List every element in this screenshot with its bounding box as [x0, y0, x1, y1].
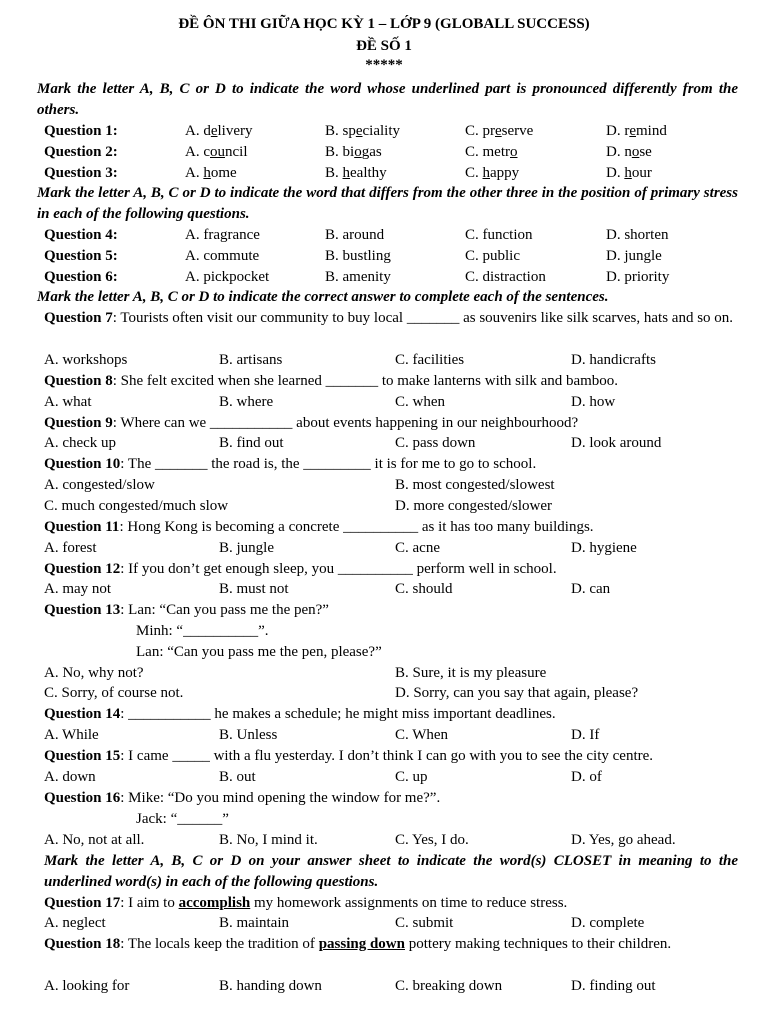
underlined-word: passing down [318, 936, 405, 952]
option-d[interactable]: D. finding out [571, 978, 656, 994]
option-d[interactable]: D. priority [606, 269, 670, 285]
option-a[interactable]: A. No, not at all. [44, 832, 145, 848]
option-b[interactable]: B. artisans [219, 352, 283, 368]
option-d[interactable]: D. look around [571, 435, 662, 451]
option-b[interactable]: B. most congested/slowest [395, 477, 555, 493]
question-8 [44, 371, 618, 391]
option-a[interactable]: A. down [44, 769, 96, 785]
question-label: Question 13 [44, 602, 121, 618]
question-13 [44, 600, 329, 620]
question-text: pottery making techniques to their children. [404, 936, 672, 952]
dialogue-line: Jack: “______” [136, 811, 229, 827]
option-c[interactable]: C. much congested/much slow [44, 498, 229, 514]
question-label: Question 17 [44, 895, 121, 911]
option-a[interactable]: A. fragrance [185, 227, 260, 243]
question-label: Question 1: [44, 123, 118, 139]
option-c[interactable]: C. public [465, 248, 520, 264]
question-text: : Hong Kong is becoming a concrete __________ as it has too many buildings. [119, 519, 594, 535]
option-a[interactable]: A. looking for [44, 978, 130, 994]
option-d[interactable]: D. of [571, 769, 602, 785]
question-17 [44, 893, 567, 913]
underlined-letters: h [482, 165, 491, 181]
option-d[interactable]: D. hygiene [571, 540, 637, 556]
option-a[interactable]: A. council [185, 144, 248, 160]
option-d[interactable]: D. nose [606, 144, 652, 160]
option-c[interactable]: C. preserve [465, 123, 534, 139]
dialogue-line: Lan: “Can you pass me the pen, please?” [136, 644, 382, 660]
option-a[interactable]: A. home [185, 165, 237, 181]
option-c[interactable]: C. up [395, 769, 428, 785]
question-text: : Mike: “Do you mind opening the window for me?”. [120, 790, 441, 806]
option-d[interactable]: D. more congested/slower [395, 498, 553, 514]
option-c[interactable]: C. Yes, I do. [395, 832, 469, 848]
option-b[interactable]: B. No, I mind it. [219, 832, 318, 848]
option-b[interactable]: B. biogas [325, 144, 382, 160]
instruction-complete-sentences: Mark the letter A, B, C or D to indicate the correct answer to complete each of the sentences. [37, 289, 609, 305]
option-b[interactable]: B. speciality [325, 123, 401, 139]
underlined-letters: h [624, 165, 632, 181]
question-label: Question 2: [44, 144, 118, 160]
question-10 [44, 454, 536, 474]
question-15 [44, 746, 653, 766]
option-c[interactable]: C. when [395, 394, 445, 410]
option-d[interactable]: D. jungle [606, 248, 662, 264]
option-b[interactable]: B. amenity [325, 269, 391, 285]
option-b[interactable]: B. bustling [325, 248, 391, 264]
underlined-letters: e [355, 123, 363, 139]
page-subtitle: ĐỀ SỐ 1 [356, 38, 412, 54]
option-a[interactable]: A. commute [185, 248, 260, 264]
option-c[interactable]: C. acne [395, 540, 440, 556]
option-c[interactable]: C. facilities [395, 352, 465, 368]
underlined-letters: e [210, 123, 218, 139]
option-b[interactable]: B. jungle [219, 540, 274, 556]
option-c[interactable]: C. submit [395, 915, 454, 931]
question-text: : The _______ the road is, the _________ it is for me to go to school. [120, 456, 537, 472]
underlined-letters: o [510, 144, 518, 160]
question-18 [44, 934, 738, 955]
option-b[interactable]: B. healthy [325, 165, 387, 181]
underlined-letters: e [629, 123, 636, 139]
question-text: : I came _____ with a flu yesterday. I don’t think I can go with you to see the city centre. [120, 748, 654, 764]
question-label: Question 12 [44, 561, 121, 577]
question-text: : She felt excited when she learned _______ to make lanterns with silk and bamboo. [112, 373, 619, 389]
underlined-letters: h [342, 165, 351, 181]
option-b[interactable]: B. must not [219, 581, 289, 597]
option-a[interactable]: A. check up [44, 435, 117, 451]
option-b[interactable]: B. out [219, 769, 256, 785]
question-label: Question 15 [44, 748, 121, 764]
question-label: Question 10 [44, 456, 121, 472]
underlined-letters: ou [210, 144, 225, 160]
option-d[interactable]: D. how [571, 394, 616, 410]
option-a[interactable]: A. congested/slow [44, 477, 155, 493]
option-a[interactable]: A. may not [44, 581, 112, 597]
question-label: Question 3: [44, 165, 118, 181]
question-text: : Lan: “Can you pass me the pen?” [120, 602, 329, 618]
option-d[interactable]: D. can [571, 581, 611, 597]
question-text: : ___________ he makes a schedule; he might miss important deadlines. [120, 706, 556, 722]
question-label: Question 11 [44, 519, 120, 535]
question-text: : I aim to [120, 895, 179, 911]
option-c[interactable]: C. breaking down [395, 978, 503, 994]
option-c[interactable]: C. happy [465, 165, 520, 181]
question-label: Question 8 [44, 373, 113, 389]
option-c[interactable]: C. pass down [395, 435, 476, 451]
option-c[interactable]: C. metro [465, 144, 518, 160]
option-d[interactable]: D. shorten [606, 227, 669, 243]
option-a[interactable]: A. what [44, 394, 92, 410]
question-text: my homework assignments on time to reduce stress. [250, 895, 568, 911]
option-b[interactable]: B. handing down [219, 978, 322, 994]
option-c[interactable]: C. should [395, 581, 453, 597]
option-a[interactable]: A. pickpocket [185, 269, 270, 285]
option-a[interactable]: A. workshops [44, 352, 128, 368]
instruction-stress: Mark the letter A, B, C or D to indicate the word that differs from the other three in the position of primary stress in each of the following questions. [37, 185, 738, 222]
option-d[interactable]: D. complete [571, 915, 645, 931]
question-label: Question 16 [44, 790, 121, 806]
option-a[interactable]: A. No, why not? [44, 665, 144, 681]
underlined-letters: e [495, 123, 502, 139]
option-d[interactable]: D. Yes, go ahead. [571, 832, 676, 848]
question-label: Question 4: [44, 227, 118, 243]
question-text: : The locals keep the tradition of [120, 936, 319, 952]
underlined-letters: o [631, 144, 640, 160]
option-b[interactable]: B. Unless [219, 727, 278, 743]
option-a[interactable]: A. delivery [185, 123, 253, 139]
question-12 [44, 559, 557, 579]
option-d[interactable]: D. Sorry, can you say that again, please? [395, 685, 639, 701]
title-stars: ***** [365, 57, 403, 73]
option-b[interactable]: B. maintain [219, 915, 289, 931]
question-label: Question 5: [44, 248, 118, 264]
question-11 [44, 517, 594, 537]
option-d[interactable]: D. hour [606, 165, 652, 181]
question-7 [44, 308, 738, 329]
instruction-closest-meaning: Mark the letter A, B, C or D on your answer sheet to indicate the word(s) CLOSET in meaning to the underlined word(s) in each of the following questions. [44, 853, 738, 890]
option-a[interactable]: A. While [44, 727, 99, 743]
question-text: : If you don’t get enough sleep, you __________ perform well in school. [120, 561, 557, 577]
option-c[interactable]: C. Sorry, of course not. [44, 685, 184, 701]
dialogue-line: Minh: “__________”. [136, 623, 269, 639]
option-d[interactable]: D. handicrafts [571, 352, 656, 368]
option-b[interactable]: B. where [219, 394, 274, 410]
question-label: Question 14 [44, 706, 121, 722]
underlined-letters: h [203, 165, 211, 181]
option-b[interactable]: B. Sure, it is my pleasure [395, 665, 547, 681]
question-text: : Tourists often visit our community to buy local _______ as souvenirs like silk scarves, hats and so on. [112, 310, 734, 326]
option-a[interactable]: A. forest [44, 540, 97, 556]
underlined-word: accomplish [178, 895, 251, 911]
option-d[interactable]: D. If [571, 727, 600, 743]
underlined-letters: o [354, 144, 362, 160]
question-text: : Where can we ___________ about events happening in our neighbourhood? [112, 415, 579, 431]
question-16 [44, 788, 440, 808]
question-label: Question 6: [44, 269, 118, 285]
question-label: Question 9 [44, 415, 113, 431]
option-b[interactable]: B. around [325, 227, 385, 243]
option-a[interactable]: A. neglect [44, 915, 106, 931]
question-label: Question 18 [44, 936, 121, 952]
option-c[interactable]: C. When [395, 727, 449, 743]
option-c[interactable]: C. distraction [465, 269, 546, 285]
instruction-pronunciation: Mark the letter A, B, C or D to indicate the word whose underlined part is pronounced differently from the others. [37, 81, 738, 118]
option-b[interactable]: B. find out [219, 435, 284, 451]
question-label: Question 7 [44, 310, 113, 326]
question-14 [44, 704, 556, 724]
question-9 [44, 413, 578, 433]
option-d[interactable]: D. remind [606, 123, 667, 139]
page-title: ĐỀ ÔN THI GIỮA HỌC KỲ 1 – LỚP 9 (GLOBALL SUCCESS) [178, 16, 590, 32]
option-c[interactable]: C. function [465, 227, 533, 243]
